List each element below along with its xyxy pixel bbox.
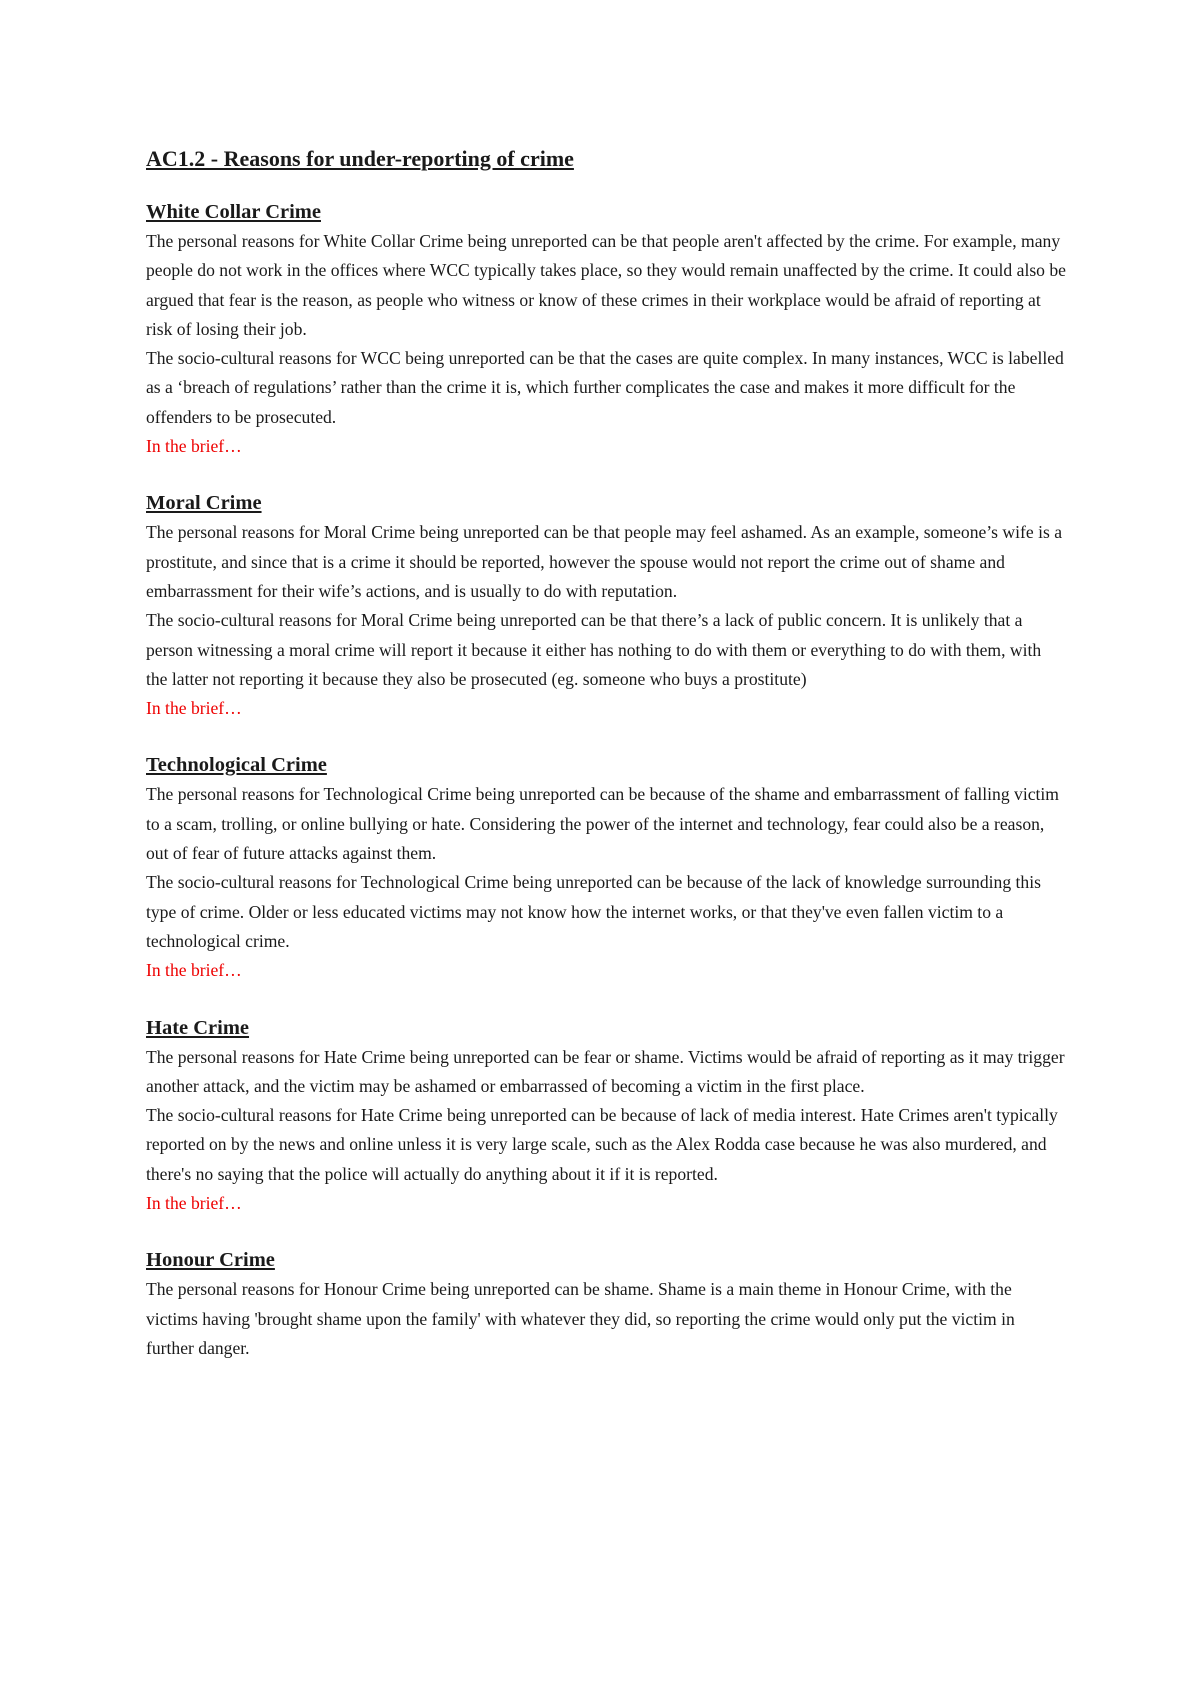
paragraph-personal: The personal reasons for Hate Crime being unreported can be fear or shame. Victims would be afraid of reporting as it may trigger another attack, and the victim may be ashamed or embarrassed of becoming a victim in the first place. bbox=[146, 1046, 1065, 1096]
paragraph-socio-cultural: The socio-cultural reasons for Technological Crime being unreported can be because of the lack of knowledge surrounding this type of crime. Older or less educated victims may not know how the internet works, or that they've even fallen victim to a technological crime. bbox=[146, 872, 1041, 951]
paragraph-socio-cultural: The socio-cultural reasons for WCC being unreported can be that the cases are quite complex. In many instances, WCC is labelled as a ‘breach of regulations’ rather than the crime it is, which further complicates the case and makes it more difficult for the offenders to be prosecuted. bbox=[146, 348, 1064, 427]
section-hate-crime bbox=[146, 1014, 1066, 1219]
document-title: AC1.2 - Reasons for under-reporting of crime bbox=[146, 146, 574, 171]
section-heading: Honour Crime bbox=[146, 1249, 275, 1272]
paragraph-personal: The personal reasons for Technological Crime being unreported can be because of the shame and embarrassment of falling victim to a scam, trolling, or online bullying or hate. Considering the power of the internet and technology, fear could also be a reason, out of fear of future attacks against them. bbox=[146, 784, 1059, 864]
section-honour-crime bbox=[146, 1246, 1066, 1363]
section-moral-crime bbox=[146, 489, 1066, 723]
brief-note: In the brief… bbox=[146, 436, 242, 457]
section-heading: Technological Crime bbox=[146, 754, 327, 777]
brief-note: In the brief… bbox=[146, 698, 242, 719]
brief-note: In the brief… bbox=[146, 1193, 242, 1214]
paragraph-personal: The personal reasons for White Collar Crime being unreported can be that people aren't affected by the crime. For example, many people do not work in the offices where WCC typically takes place, so they would remain unaffected by the crime. It could also be argued that fear is the reason, as people who witness or know of these crimes in their workplace would be afraid of reporting at risk of losing their job. bbox=[146, 231, 1066, 339]
paragraph-socio-cultural: The socio-cultural reasons for Hate Crime being unreported can be because of lack of media interest. Hate Crimes aren't typically reported on by the news and online unless it is very large scale, such as the Alex Rodda case because he was also murdered, and there's no saying that the police will actually do anything about it if it is reported. bbox=[146, 1105, 1058, 1184]
brief-note: In the brief… bbox=[146, 960, 242, 981]
document-page bbox=[146, 142, 1066, 1391]
section-white-collar-crime bbox=[146, 198, 1066, 461]
section-heading: Moral Crime bbox=[146, 492, 262, 515]
paragraph-personal: The personal reasons for Moral Crime being unreported can be that people may feel ashamed. As an example, someone’s wife is a prostitute, and since that is a crime it should be reported, however the spouse would not report the crime out of shame and embarrassment for their wife’s actions, and is usually to do with reputation. bbox=[146, 522, 1063, 601]
paragraph-socio-cultural: The socio-cultural reasons for Moral Crime being unreported can be that there’s a lack of public concern. It is unlikely that a person witnessing a moral crime will report it because it either has nothing to do with them or everything to do with them, with the latter not reporting it because they also be prosecuted (eg. someone who buys a prostitute) bbox=[146, 610, 1042, 689]
section-technological-crime bbox=[146, 751, 1066, 985]
section-heading: Hate Crime bbox=[146, 1016, 250, 1039]
section-heading: White Collar Crime bbox=[146, 201, 321, 223]
paragraph-personal: The personal reasons for Honour Crime being unreported can be shame. Shame is a main theme in Honour Crime, with the victims having 'brought shame upon the family' with whatever they did, so reporting the crime would only put the victim in further danger. bbox=[146, 1279, 1015, 1358]
